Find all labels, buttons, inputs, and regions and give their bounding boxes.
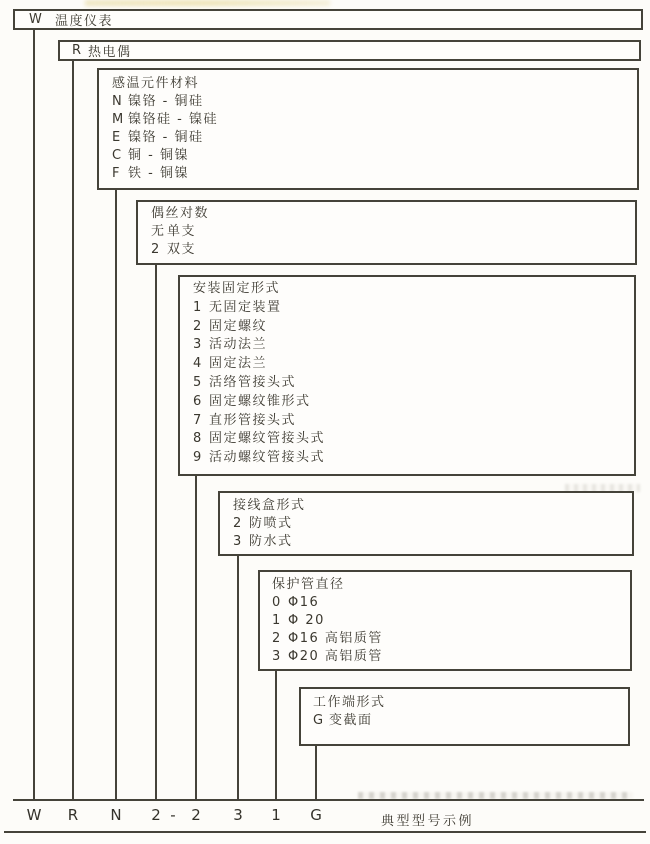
- option-label: 变截面: [329, 713, 373, 728]
- option-row: [272, 612, 630, 630]
- code-char: 1: [271, 806, 281, 824]
- option-row: [151, 223, 635, 241]
- option-code: G: [313, 713, 324, 728]
- box-title: 工作端形式: [313, 695, 386, 710]
- code-letter: R: [72, 43, 82, 58]
- box-wire-pair-count: [136, 200, 637, 265]
- box-label: 热电偶: [88, 45, 132, 60]
- option-code: 1: [272, 613, 281, 628]
- watermark-smudge: [85, 0, 330, 6]
- code-char: 2: [191, 806, 201, 824]
- option-code: 9: [193, 450, 202, 466]
- box-title: 感温元件材料: [112, 76, 200, 91]
- option-code: 2: [233, 516, 242, 531]
- option-code: N: [112, 94, 122, 109]
- option-code: F: [112, 166, 120, 181]
- option-code: 3: [233, 534, 242, 549]
- code-letter: W: [29, 12, 42, 27]
- example-caption: 典型型号示例: [381, 814, 475, 829]
- option-code: 5: [193, 374, 202, 390]
- option-code: 2: [272, 631, 281, 646]
- option-label: 活动螺纹管接头式: [209, 450, 326, 466]
- watermark-smudge: [358, 792, 633, 799]
- code-char: G: [310, 806, 322, 824]
- baseline-rule: [13, 799, 644, 801]
- option-code: 6: [193, 393, 202, 409]
- code-char: 3: [233, 806, 243, 824]
- connector-line: [237, 556, 239, 800]
- option-label: Φ 20: [288, 613, 325, 628]
- option-code: E: [112, 130, 121, 145]
- box-mounting-type: [178, 275, 636, 476]
- option-row: [233, 515, 632, 533]
- option-label: 单支: [167, 224, 197, 239]
- option-row: [272, 594, 630, 612]
- option-code: 2: [193, 318, 202, 334]
- box-sensing-element-material: [97, 68, 639, 190]
- connector-line: [315, 746, 317, 800]
- option-row: [193, 299, 634, 318]
- option-code: 8: [193, 431, 202, 447]
- box-junction-box-type: [218, 491, 634, 556]
- connector-line: [275, 671, 277, 800]
- option-label: 双支: [167, 242, 197, 257]
- option-row: [233, 533, 632, 551]
- option-label: 铁 - 铜镍: [128, 166, 189, 181]
- option-row: [112, 129, 637, 147]
- option-label: 固定螺纹管接头式: [209, 431, 326, 447]
- connector-line: [115, 190, 117, 800]
- option-code: 4: [193, 356, 202, 372]
- box-title: 偶丝对数: [151, 206, 210, 221]
- option-label: 无固定装置: [209, 299, 282, 315]
- option-code: M: [112, 112, 124, 127]
- option-row: [151, 241, 635, 259]
- code-char: -: [170, 806, 176, 824]
- option-label: 镍铬硅 - 镍硅: [128, 112, 218, 127]
- connector-line: [72, 61, 74, 800]
- option-label: 活络管接头式: [209, 374, 297, 390]
- option-label: 铜 - 铜镍: [128, 148, 189, 163]
- option-row: [112, 165, 637, 183]
- option-code: 0: [272, 595, 281, 610]
- code-char: W: [26, 806, 42, 824]
- option-label: 活动法兰: [209, 337, 268, 353]
- option-label: 镍铬 - 铜硅: [128, 94, 204, 109]
- option-row: [112, 93, 637, 111]
- option-label: 防喷式: [249, 516, 293, 531]
- option-label: 固定螺纹: [209, 318, 268, 334]
- option-row: [193, 336, 634, 355]
- connector-line: [195, 476, 197, 800]
- option-code: 7: [193, 412, 202, 428]
- option-row: [313, 712, 628, 730]
- bottom-border-rule: [4, 831, 646, 833]
- box-temperature-instrument: [13, 9, 643, 30]
- option-row: [193, 412, 634, 431]
- code-char: R: [67, 806, 79, 824]
- box-label: 温度仪表: [55, 14, 114, 29]
- option-label: 镍铬 - 铜硅: [128, 130, 204, 145]
- option-row: [272, 630, 630, 648]
- option-label: Φ16: [288, 595, 320, 610]
- code-char: 2: [151, 806, 161, 824]
- option-code: 3: [272, 649, 281, 664]
- option-code: 无: [151, 224, 165, 239]
- option-row: [193, 393, 634, 412]
- box-protection-tube-diameter: [258, 570, 632, 671]
- connector-line: [33, 30, 35, 800]
- option-row: [193, 355, 634, 374]
- option-code: 3: [193, 337, 202, 353]
- option-label: 防水式: [249, 534, 293, 549]
- option-code: 2: [151, 242, 160, 257]
- option-row: [272, 648, 630, 666]
- option-code: C: [112, 148, 122, 163]
- option-row: [193, 374, 634, 393]
- box-title: 安装固定形式: [193, 281, 281, 296]
- option-label: Φ16 高铝质管: [288, 631, 383, 646]
- option-label: Φ20 高铝质管: [288, 649, 383, 664]
- option-row: [112, 147, 637, 165]
- connector-line: [155, 265, 157, 800]
- code-char: N: [110, 806, 122, 824]
- box-title: 接线盒形式: [233, 498, 306, 513]
- option-label: 固定螺纹锥形式: [209, 393, 311, 409]
- option-row: [193, 449, 634, 468]
- option-label: 固定法兰: [209, 356, 268, 372]
- option-row: [112, 111, 637, 129]
- option-row: [193, 430, 634, 449]
- option-row: [193, 318, 634, 337]
- box-thermocouple: [58, 40, 641, 61]
- option-code: 1: [193, 299, 202, 315]
- box-working-end-type: [299, 687, 630, 746]
- box-title: 保护管直径: [272, 577, 345, 592]
- option-label: 直形管接头式: [209, 412, 297, 428]
